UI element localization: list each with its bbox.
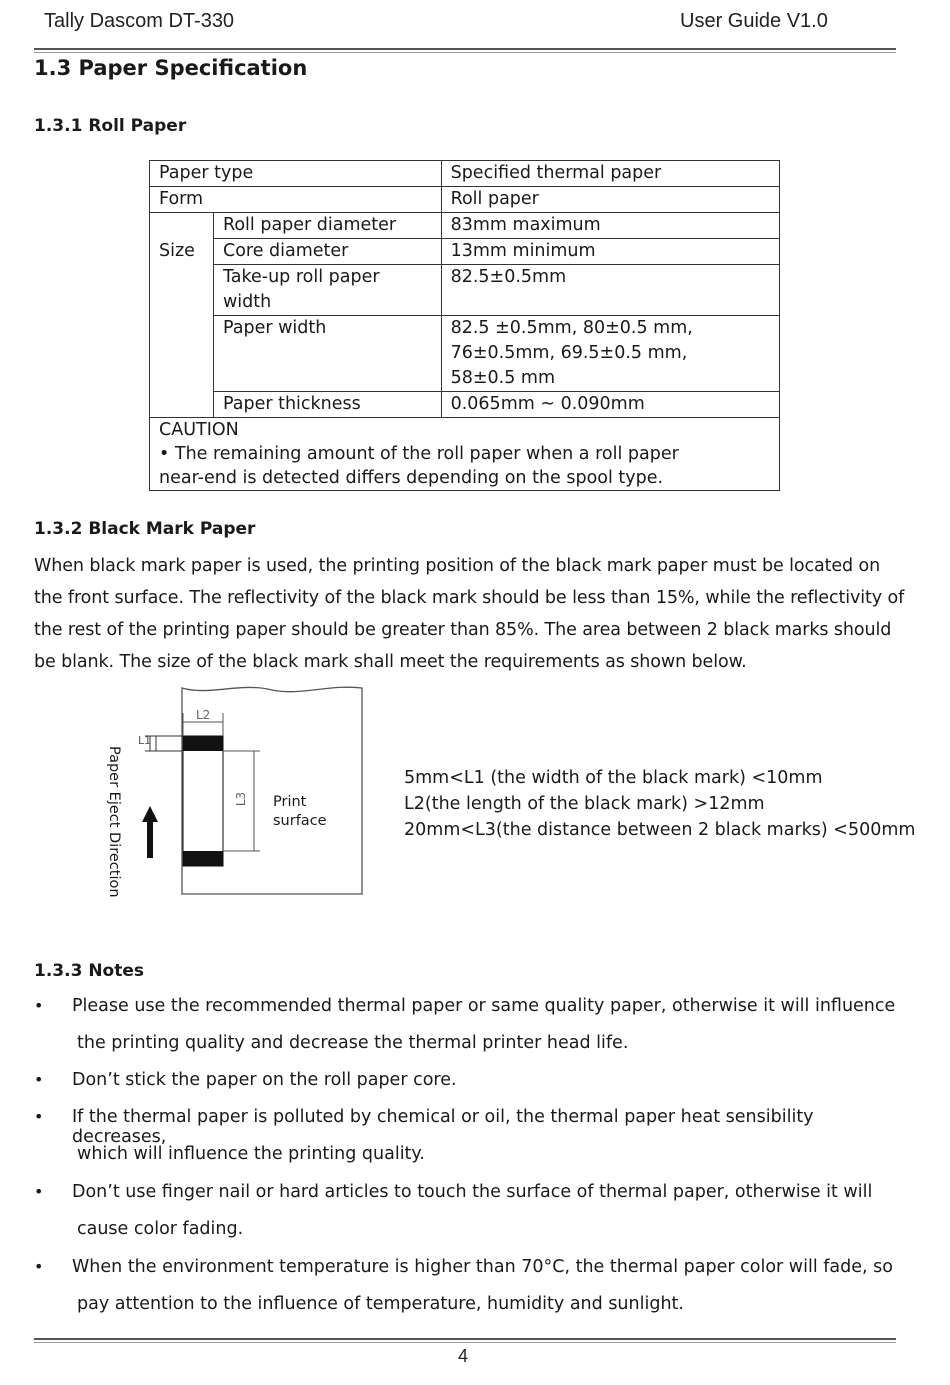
l1-label: L1 — [138, 734, 152, 747]
takeup-width-value: 82.5±0.5mm — [441, 265, 779, 316]
eject-arrow-icon — [142, 806, 158, 822]
note-line: cause color fading. — [77, 1219, 244, 1239]
note-line: Don’t stick the paper on the roll paper core. — [72, 1070, 457, 1090]
note-line: the printing quality and decrease the thermal printer head life. — [77, 1033, 629, 1053]
paper-width-line: 76±0.5mm, 69.5±0.5 mm, — [450, 343, 688, 363]
note-line: Don’t use finger nail or hard articles to touch the surface of thermal paper, otherwise it will — [72, 1182, 873, 1202]
eject-direction-label: Paper Eject Direction — [106, 746, 122, 898]
size-label: Size — [150, 213, 214, 418]
table-row — [150, 161, 780, 187]
paper-type-label: Paper type — [150, 161, 442, 187]
paper-width-value — [441, 316, 779, 392]
footer-rule — [34, 1338, 896, 1343]
notes-heading: 1.3.3 Notes — [34, 961, 145, 981]
table-row — [150, 213, 780, 239]
bullet-icon: • — [34, 996, 44, 1015]
table-row — [150, 316, 780, 392]
caution-line: near-end is detected differs depending on the spool type. — [159, 468, 664, 488]
form-label: Form — [150, 187, 442, 213]
table-row — [150, 187, 780, 213]
paper-thickness-value: 0.065mm ~ 0.090mm — [441, 392, 779, 418]
bullet-icon: • — [34, 1182, 44, 1201]
bullet-icon: • — [34, 1257, 44, 1276]
form-value: Roll paper — [441, 187, 779, 213]
paragraph-line: the front surface. The reflectivity of the black mark should be less than 15%, while the reflectivity of — [34, 588, 905, 608]
table-row — [150, 418, 780, 491]
core-diameter-value: 13mm minimum — [441, 239, 779, 265]
requirement-line: L2(the length of the black mark) >12mm — [404, 794, 765, 814]
note-line: which will influence the printing quality. — [77, 1144, 425, 1164]
page-number: 4 — [458, 1346, 469, 1366]
roll-paper-spec-table — [149, 160, 780, 491]
core-diameter-label: Core diameter — [213, 239, 441, 265]
roll-diameter-label: Roll paper diameter — [213, 213, 441, 239]
bullet-icon: • — [34, 1107, 44, 1126]
roll-diameter-value: 83mm maximum — [441, 213, 779, 239]
table-row — [150, 265, 780, 316]
header-rule — [34, 48, 896, 53]
black-mark-bottom — [183, 851, 223, 866]
bullet-icon: • — [34, 1070, 44, 1089]
print-surface-line: Print — [273, 794, 307, 810]
note-line: If the thermal paper is polluted by chemical or oil, the thermal paper heat sensibility decreases, — [72, 1107, 814, 1147]
paragraph-line: When black mark paper is used, the printing position of the black mark paper must be located on — [34, 556, 881, 576]
caution-title: CAUTION — [159, 420, 239, 440]
paper-type-value: Specified thermal paper — [441, 161, 779, 187]
paper-width-line: 58±0.5 mm — [450, 368, 556, 388]
paper-width-label: Paper width — [213, 316, 441, 392]
table-row — [150, 392, 780, 418]
paragraph-line: be blank. The size of the black mark shall meet the requirements as shown below. — [34, 652, 747, 672]
black-mark-paragraph — [34, 550, 914, 678]
table-row — [150, 239, 780, 265]
takeup-width-label: Take-up roll paper width — [213, 265, 441, 316]
note-line: pay attention to the influence of temperature, humidity and sunlight. — [77, 1294, 684, 1314]
print-surface-line: surface — [273, 813, 327, 829]
caution-line: • The remaining amount of the roll paper when a roll paper — [159, 444, 679, 464]
requirement-line: 5mm<L1 (the width of the black mark) <10mm — [404, 768, 823, 788]
black-mark-heading: 1.3.2 Black Mark Paper — [34, 519, 256, 539]
requirement-line: 20mm<L3(the distance between 2 black marks) <500mm — [404, 820, 916, 840]
black-mark-top — [183, 736, 223, 751]
note-line: When the environment temperature is higher than 70°C, the thermal paper color will fade, so — [72, 1257, 893, 1277]
caution-cell — [150, 418, 780, 491]
header-title: Tally Dascom DT-330 — [44, 10, 235, 32]
l3-label: L3 — [234, 791, 249, 807]
paragraph-line: the rest of the printing paper should be greater than 85%. The area between 2 black marks should — [34, 620, 892, 640]
note-line: Please use the recommended thermal paper or same quality paper, otherwise it will influence — [72, 996, 896, 1016]
section-title: 1.3 Paper Specification — [34, 56, 308, 80]
black-mark-requirements — [404, 765, 915, 843]
paper-thickness-label: Paper thickness — [213, 392, 441, 418]
print-surface-label — [273, 793, 327, 831]
l2-label: L2 — [196, 708, 211, 722]
mark-strip — [183, 736, 223, 866]
roll-paper-heading: 1.3.1 Roll Paper — [34, 116, 187, 136]
paper-width-line: 82.5 ±0.5mm, 80±0.5 mm, — [450, 318, 693, 338]
header-version: User Guide V1.0 — [680, 10, 828, 32]
